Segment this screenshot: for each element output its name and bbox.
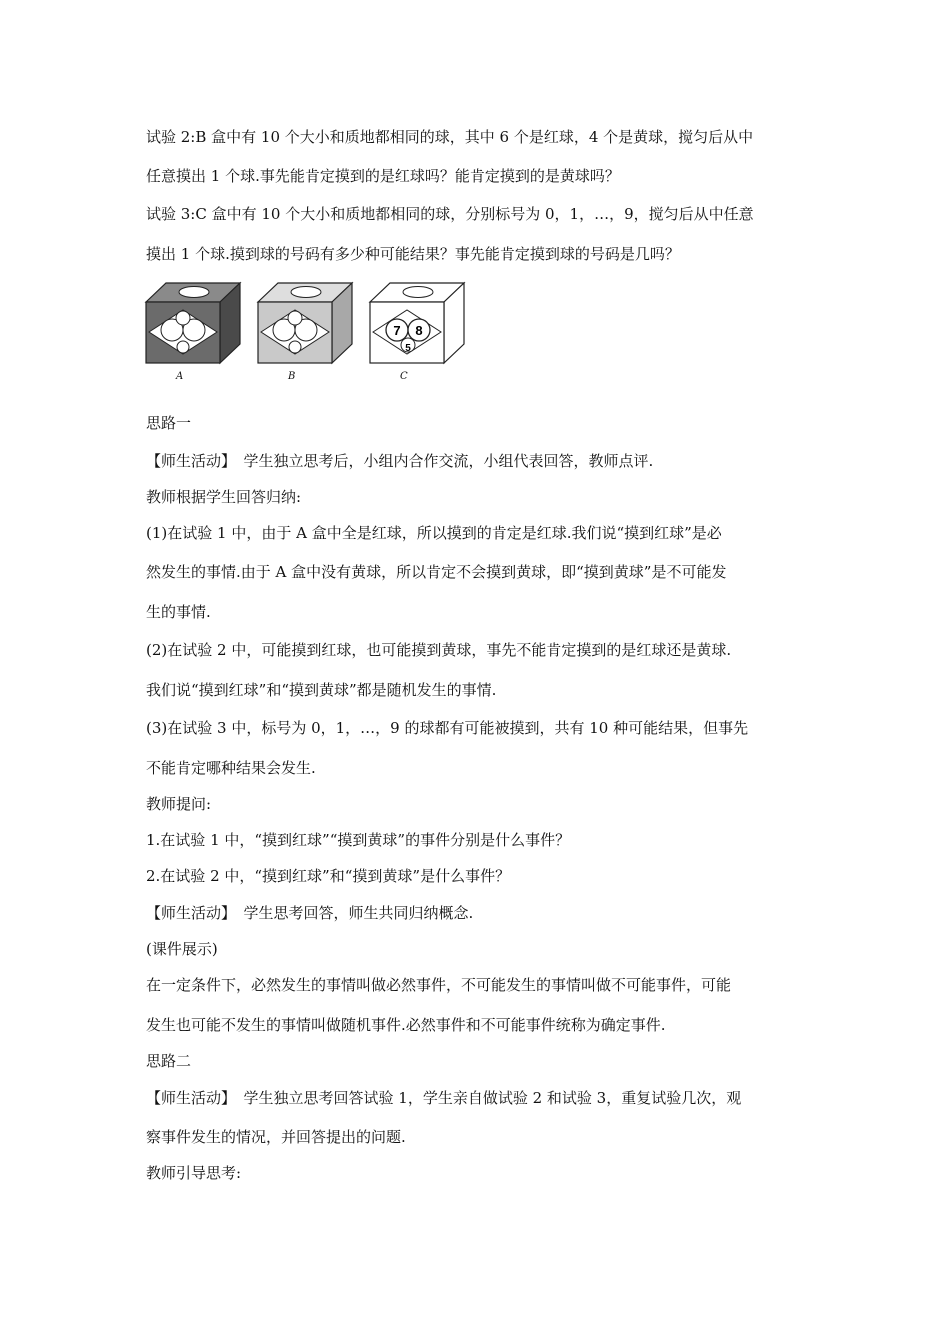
ball-number: 7 bbox=[393, 323, 401, 338]
text-line: 2.在试验 2 中，“摸到红球”和“摸到黄球”是什么事件？ bbox=[146, 867, 511, 885]
section-heading: 思路一 bbox=[146, 414, 192, 432]
text-line: 在一定条件下，必然发生的事情叫做必然事件，不可能发生的事情叫做不可能事件，可能 bbox=[146, 976, 732, 994]
text-line: 教师根据学生回答归纳: bbox=[146, 488, 302, 506]
text-line: 生的事情. bbox=[146, 603, 211, 621]
text-line: 教师引导思考: bbox=[146, 1164, 242, 1182]
text-line: 然发生的事情.由于 A 盒中没有黄球，所以肯定不会摸到黄球，即“摸到黄球”是不可能发 bbox=[146, 563, 727, 581]
text-line: (1)在试验 1 中，由于 A 盒中全是红球，所以摸到的肯定是红球.我们说“摸到红球”是必 bbox=[146, 524, 722, 542]
section-heading: 思路二 bbox=[146, 1052, 192, 1070]
box-b-figure bbox=[258, 283, 352, 363]
text-line: 摸出 1 个球.摸到球的号码有多少种可能结果？事先能肯定摸到球的号码是几吗？ bbox=[146, 245, 680, 263]
box-a-figure bbox=[146, 283, 240, 363]
text-line: 发生也可能不发生的事情叫做随机事件.必然事件和不可能事件统称为确定事件. bbox=[146, 1016, 666, 1034]
text-line: 1.在试验 1 中，“摸到红球”“摸到黄球”的事件分别是什么事件？ bbox=[146, 831, 571, 849]
text-line: 【师生活动】 学生思考回答，师生共同归纳概念. bbox=[146, 904, 474, 922]
box-c-figure bbox=[370, 283, 464, 363]
figure-caption-a: A bbox=[176, 371, 184, 382]
text-line: 【师生活动】 学生独立思考回答试验 1，学生亲自做试验 2 和试验 3，重复试验几次，观 bbox=[146, 1089, 742, 1107]
text-line: 我们说“摸到红球”和“摸到黄球”都是随机发生的事情. bbox=[146, 681, 497, 699]
text-line: 教师提问: bbox=[146, 795, 212, 813]
text-line: (课件展示) bbox=[146, 940, 218, 958]
text-line: (2)在试验 2 中，可能摸到红球，也可能摸到黄球，事先不能肯定摸到的是红球还是黄球. bbox=[146, 641, 732, 659]
figure-caption-c: C bbox=[400, 371, 408, 382]
ball-number: 8 bbox=[415, 323, 423, 338]
text-line: 试验 2:B 盒中有 10 个大小和质地都相同的球，其中 6 个是红球，4 个是黄球，搅匀后从中 bbox=[146, 128, 754, 146]
text-line: 察事件发生的情况，并回答提出的问题. bbox=[146, 1128, 406, 1146]
box-illustrations bbox=[144, 280, 474, 390]
text-line: (3)在试验 3 中，标号为 0，1，…，9 的球都有可能被摸到，共有 10 种可能结果，但事先 bbox=[146, 719, 749, 737]
text-line: 不能肯定哪种结果会发生. bbox=[146, 759, 316, 777]
text-line: 试验 3:C 盒中有 10 个大小和质地都相同的球，分别标号为 0，1，…，9，搅匀后从中任意 bbox=[146, 205, 754, 223]
figure-caption-b: B bbox=[288, 371, 296, 382]
ball-number: 5 bbox=[405, 343, 411, 354]
text-line: 【师生活动】 学生独立思考后，小组内合作交流，小组代表回答，教师点评. bbox=[146, 452, 654, 470]
text-line: 任意摸出 1 个球.事先能肯定摸到的是红球吗？能肯定摸到的是黄球吗？ bbox=[146, 167, 620, 185]
